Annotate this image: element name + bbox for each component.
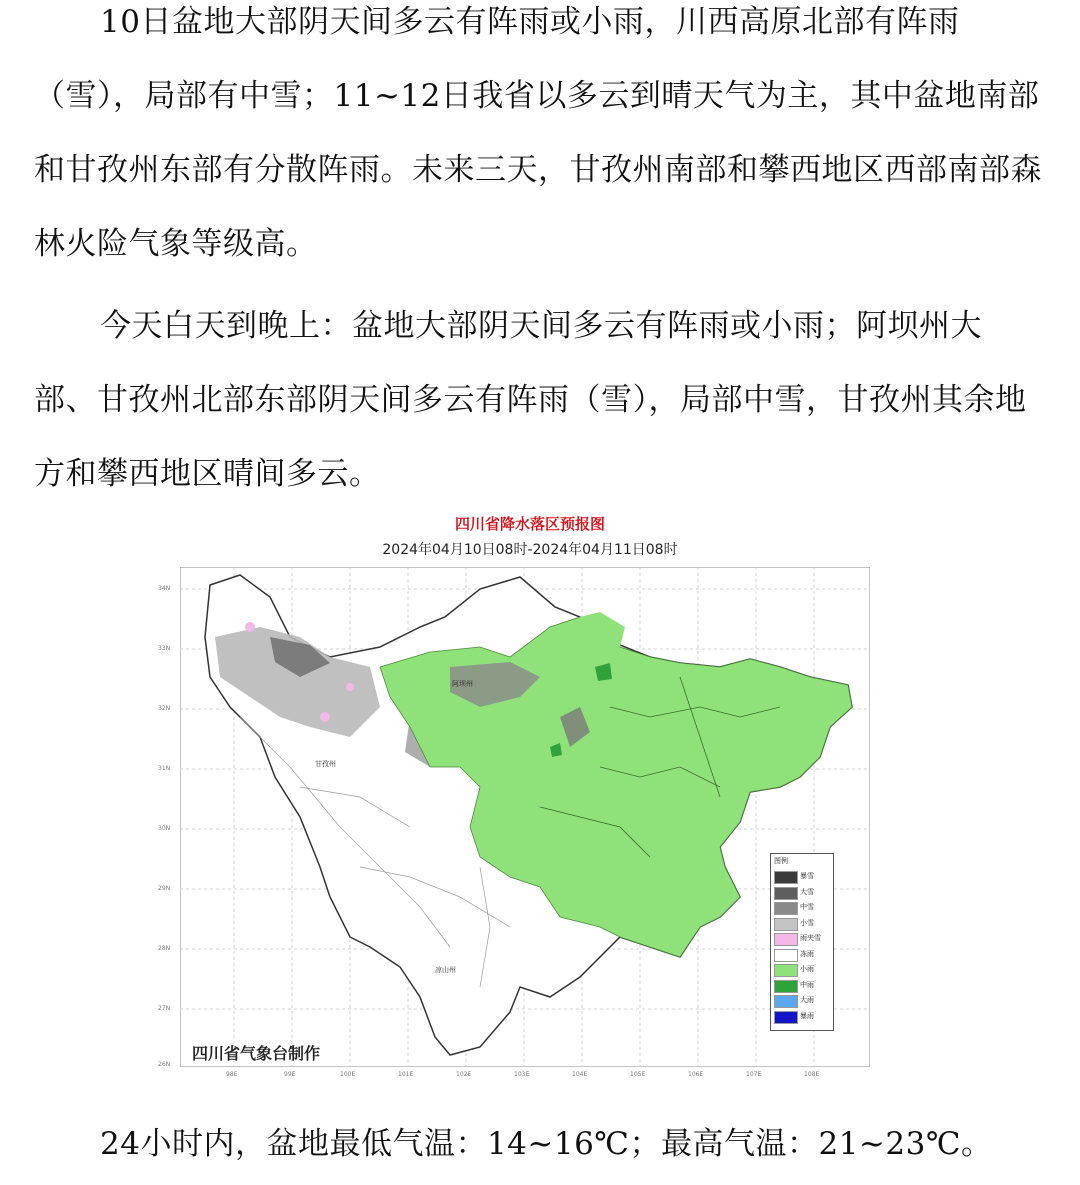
lon-tick: 107E <box>746 1071 762 1078</box>
map-frame <box>158 567 870 1078</box>
legend-swatch <box>774 964 798 977</box>
legend-item <box>774 917 830 930</box>
legend-label: 雨夹雪 <box>800 934 821 942</box>
lat-tick: 29N <box>158 885 171 892</box>
legend-item <box>774 901 830 914</box>
map-subtitle: 2024年04月10日08时-2024年04月11日08时 <box>382 542 678 558</box>
lat-tick: 33N <box>158 645 171 652</box>
lat-tick: 31N <box>158 765 171 772</box>
legend-swatch <box>774 949 798 962</box>
lon-tick: 103E <box>514 1071 530 1078</box>
map-legend <box>770 853 834 1031</box>
lon-tick: 106E <box>688 1071 704 1078</box>
lat-tick: 32N <box>158 705 171 712</box>
forecast-paragraph-2: 今天白天到晚上：盆地大部阴天间多云有阵雨或小雨；阿坝州大部、甘孜州北部东部阴天间多云有阵雨（雪），局部中雪，甘孜州其余地方和攀西地区晴间多云。 <box>34 308 1027 492</box>
forecast-paragraph-1: 10日盆地大部阴天间多云有阵雨或小雨，川西高原北部有阵雨（雪），局部有中雪；11~12日我省以多云到晴天气为主，其中盆地南部和甘孜州东部有分散阵雨。未来三天，甘孜州南部和攀西地区西部南部森林火险气象等级高。 <box>34 4 1042 262</box>
legend-item <box>774 1010 830 1023</box>
legend-swatch <box>774 933 798 946</box>
legend-swatch <box>774 902 798 915</box>
legend-title: 图例 <box>774 857 788 865</box>
legend-swatch <box>774 887 798 900</box>
legend-item <box>774 979 830 992</box>
region-label-liangshan: 凉山州 <box>435 966 456 974</box>
lon-tick: 101E <box>398 1071 414 1078</box>
map-graphic <box>180 567 870 1067</box>
legend-item <box>774 870 830 883</box>
legend-item <box>774 963 830 976</box>
lon-tick: 98E <box>226 1071 238 1078</box>
region-label-aba: 阿坝州 <box>452 680 473 688</box>
legend-label: 中雨 <box>800 980 814 989</box>
legend-swatch <box>774 871 798 884</box>
legend-item <box>774 932 830 945</box>
lon-tick: 108E <box>804 1071 820 1078</box>
lon-tick: 104E <box>572 1071 588 1078</box>
legend-label: 大雪 <box>800 887 814 896</box>
legend-item <box>774 886 830 899</box>
legend-label: 小雪 <box>800 918 814 927</box>
lat-tick: 26N <box>158 1061 171 1068</box>
legend-swatch <box>774 980 798 993</box>
lon-tick: 99E <box>284 1071 296 1078</box>
legend-label: 中雪 <box>800 903 814 911</box>
legend-swatch <box>774 1011 798 1024</box>
lon-tick: 100E <box>340 1071 356 1078</box>
temperature-paragraph: 24小时内，盆地最低气温：14~16℃；最高气温：21~23℃。 <box>100 1126 993 1162</box>
legend-swatch <box>774 995 798 1008</box>
map-credit: 四川省气象台制作 <box>192 1044 321 1063</box>
region-label-ganzi: 甘孜州 <box>315 760 336 768</box>
legend-item <box>774 948 830 961</box>
lat-tick: 30N <box>158 825 171 832</box>
legend-label: 小雨 <box>800 965 814 973</box>
legend-label: 大雨 <box>800 996 814 1004</box>
lon-tick: 102E <box>456 1071 472 1078</box>
legend-swatch <box>774 918 798 931</box>
legend-label: 暴雨 <box>800 1011 814 1020</box>
lat-tick: 27N <box>158 1005 171 1012</box>
legend-item <box>774 994 830 1007</box>
legend-label: 冻雨 <box>800 949 814 958</box>
lat-tick: 28N <box>158 945 171 952</box>
precipitation-forecast-map <box>150 505 870 1078</box>
lon-tick: 105E <box>630 1071 646 1078</box>
legend-label: 暴雪 <box>800 872 814 880</box>
map-title: 四川省降水落区预报图 <box>454 515 605 533</box>
lat-tick: 34N <box>158 585 171 592</box>
